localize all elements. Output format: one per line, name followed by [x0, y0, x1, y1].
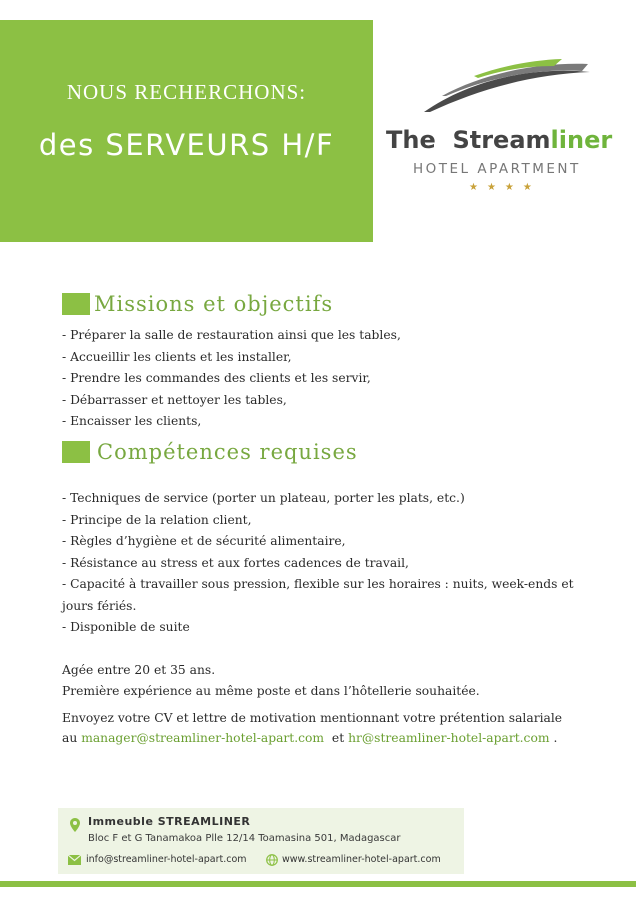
missions-list: [62, 325, 401, 433]
hero-banner: [0, 20, 373, 242]
list-item: - Résistance au stress et aux fortes cadences de travail,: [62, 555, 409, 570]
contact-footer: [58, 808, 464, 874]
streamliner-swoosh-icon: [422, 56, 592, 118]
list-item: - Règles d’hygiène et de sécurité alimentaire,: [62, 534, 346, 548]
heading-square-icon: [62, 441, 90, 463]
list-item: - Préparer la salle de restauration ainsi que les tables,: [62, 328, 401, 342]
list-item: - Débarrasser et nettoyer les tables,: [62, 392, 287, 407]
manager-email-link[interactable]: manager@streamliner-hotel-apart.com: [81, 731, 325, 745]
footer-address: Bloc F et G Tanamakoa Plle 12/14 Toamasina 501, Madagascar: [88, 833, 401, 844]
list-item: - Encaisser les clients,: [62, 414, 202, 428]
apply-prefix: au: [62, 731, 78, 745]
hotel-logo: [380, 50, 636, 210]
logo-stars: ★★★★: [469, 182, 541, 193]
heading-square-icon: [62, 293, 90, 315]
apply-suffix: .: [553, 731, 558, 745]
mail-icon: [68, 855, 81, 865]
apply-instructions: Envoyez votre CV et lettre de motivation mentionnant votre prétention salariale: [62, 711, 563, 725]
list-item: - Principe de la relation client,: [62, 512, 252, 527]
hero-kicker: NOUS RECHERCHONS:: [66, 80, 307, 104]
apply-connector: et: [331, 731, 345, 745]
footer-building: Immeuble STREAMLINER: [88, 815, 251, 828]
hr-email-link[interactable]: hr@streamliner-hotel-apart.com: [348, 731, 550, 745]
footer-email-link[interactable]: info@streamliner-hotel-apart.com: [86, 854, 247, 865]
missions-heading: [62, 292, 333, 316]
list-item: - Capacité à travailler sous pression, flexible sur les horaires : nuits, week-ends et jours fériés.: [62, 577, 574, 613]
logo-word-the: The: [386, 126, 436, 154]
apply-emails-line: [62, 728, 557, 750]
logo-word-liner: liner: [550, 126, 613, 154]
profile-age: Agée entre 20 et 35 ans.: [62, 663, 216, 677]
hero-title: des SERVEURS H/F: [38, 128, 335, 162]
list-item: - Accueillir les clients et les installer,: [62, 349, 292, 364]
logo-word-stream: Stream: [452, 126, 551, 154]
competences-list: [62, 488, 602, 639]
profile-experience: Première expérience au même poste et dans l’hôtellerie souhaitée.: [62, 684, 480, 698]
bottom-accent-bar: [0, 881, 636, 887]
competences-heading-text: Compétences requises: [97, 440, 358, 464]
list-item: - Techniques de service (porter un plateau, porter les plats, etc.): [62, 491, 465, 505]
list-item: - Disponible de suite: [62, 620, 190, 634]
logo-subtitle: HOTEL APARTMENT: [413, 161, 581, 177]
globe-icon: [266, 854, 278, 866]
logo-wordmark: [386, 126, 636, 154]
location-pin-icon: [70, 818, 80, 832]
footer-website-link[interactable]: www.streamliner-hotel-apart.com: [282, 854, 441, 865]
list-item: - Prendre les commandes des clients et les servir,: [62, 371, 371, 385]
missions-heading-text: Missions et objectifs: [94, 292, 334, 316]
competences-heading: [62, 440, 358, 464]
